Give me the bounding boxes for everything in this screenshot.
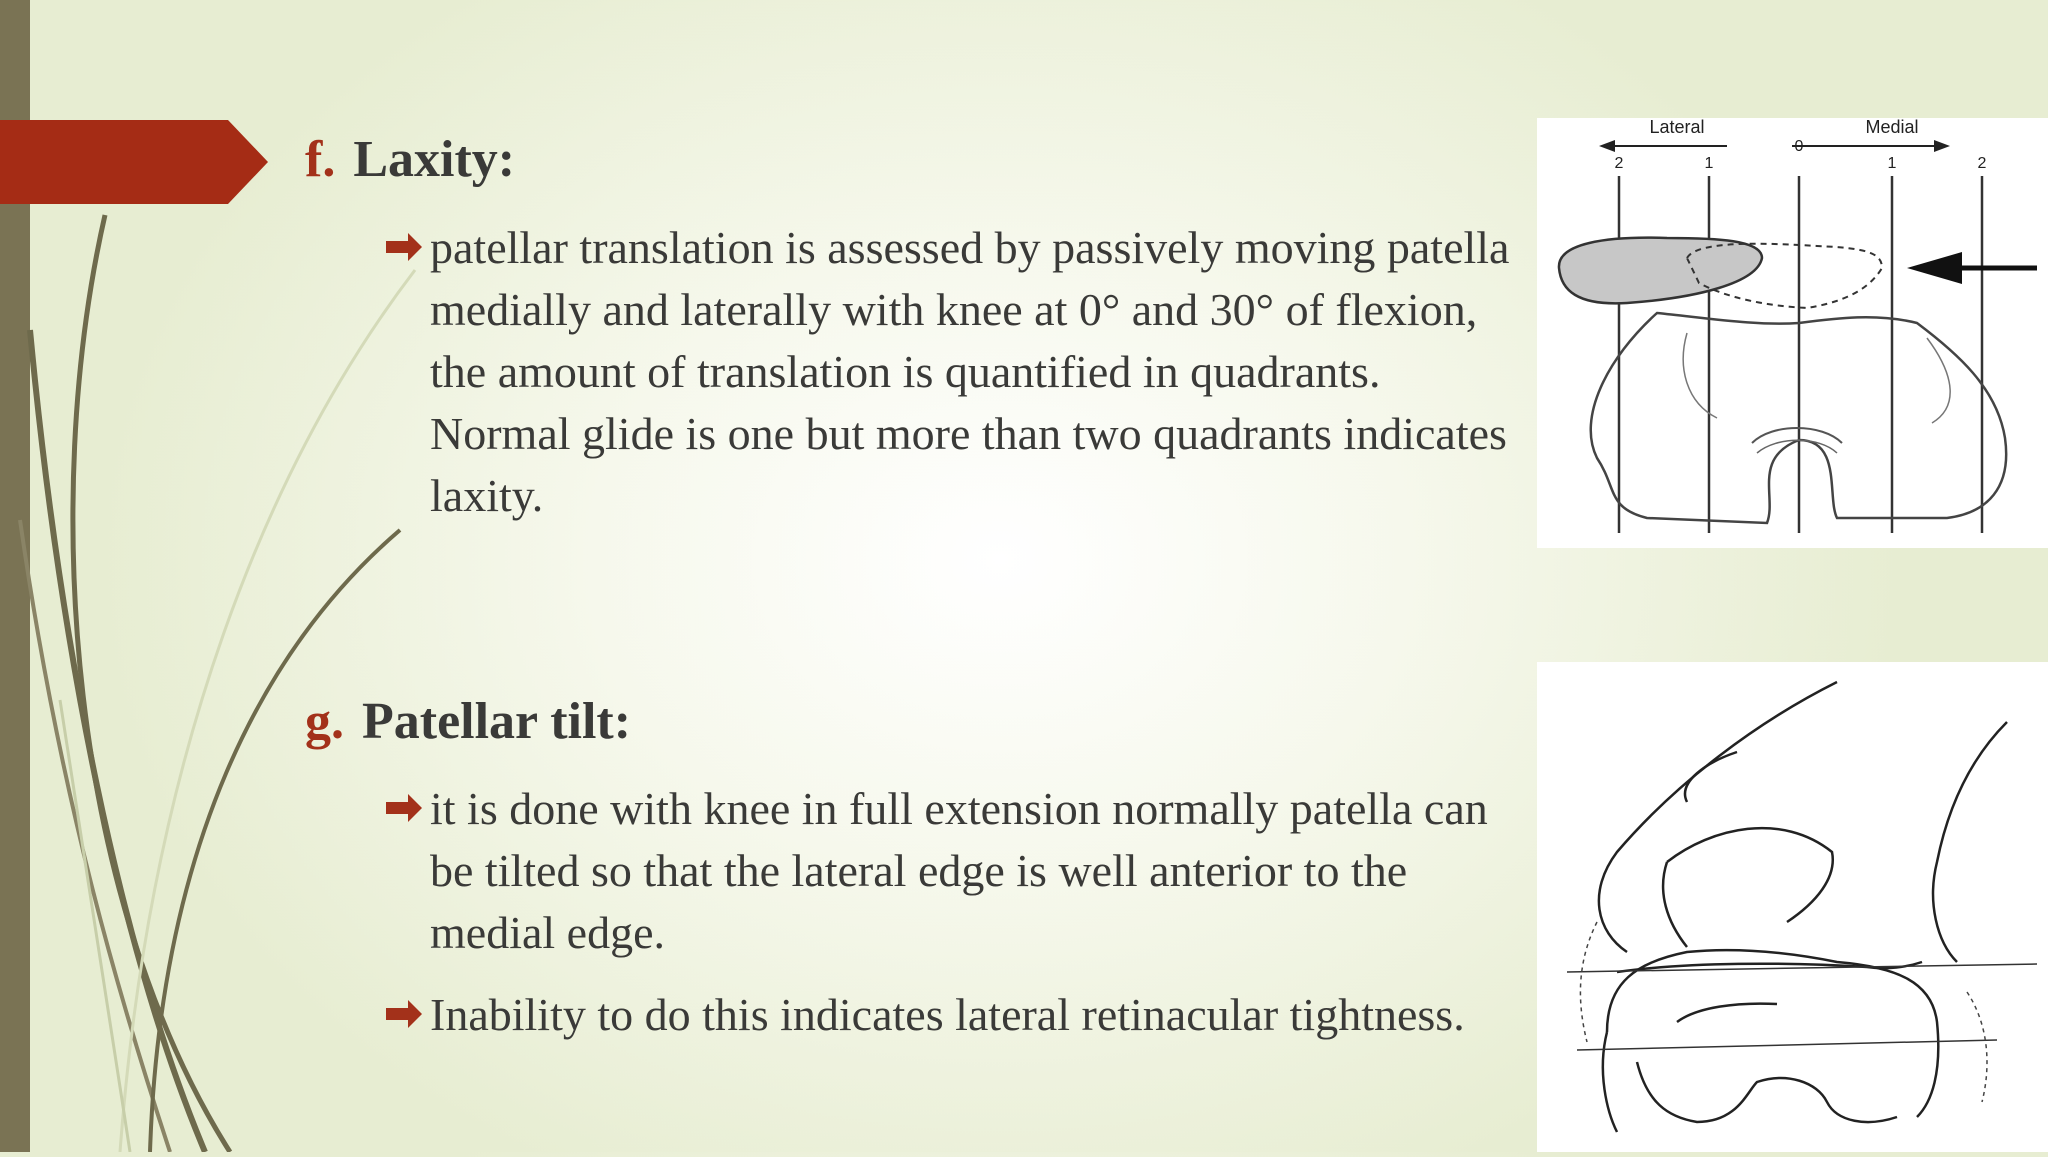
section-g-letter: g. xyxy=(305,693,344,750)
tick-medial-1: 1 xyxy=(1887,155,1897,172)
patellar-tilt-figure xyxy=(1537,662,2048,1152)
figure-label-medial: Medial xyxy=(1865,118,1919,137)
right-arrow-bullet-icon xyxy=(384,217,424,279)
section-f-title: Laxity: xyxy=(353,131,516,188)
section-g-heading xyxy=(305,692,631,751)
patellar-glide-figure xyxy=(1537,118,2048,548)
pentagon-tag-icon xyxy=(0,120,268,204)
tick-zero: 0 xyxy=(1794,138,1804,155)
right-arrow-bullet-icon xyxy=(384,984,424,1046)
section-g-bullet-1-text: it is done with knee in full extension normally patella can be tilted so that the lateral edge is well anterior to the medial edge. xyxy=(430,783,1488,958)
figure-label-lateral: Lateral xyxy=(1649,118,1705,137)
section-f-heading xyxy=(305,130,515,189)
section-f-letter: f. xyxy=(305,131,336,188)
section-g-bullet-2 xyxy=(430,984,1530,1046)
section-g-title: Patellar tilt: xyxy=(362,693,632,750)
tick-lateral-1: 1 xyxy=(1704,155,1714,172)
tick-lateral-2: 2 xyxy=(1614,155,1624,172)
section-g-bullet-2-text: Inability to do this indicates lateral retinacular tightness. xyxy=(430,989,1465,1040)
section-f-bullet-text: patellar translation is assessed by passively moving patella medially and laterally with knee at 0° and 30° of flexion, the amount of translation is quantified in quadrants. Normal glide is one but more than two quadrants indicates laxity. xyxy=(430,222,1510,521)
section-g-bullet-1 xyxy=(430,778,1530,964)
tick-medial-2: 2 xyxy=(1977,155,1987,172)
right-arrow-bullet-icon xyxy=(384,778,424,840)
section-f-bullet xyxy=(430,217,1525,527)
